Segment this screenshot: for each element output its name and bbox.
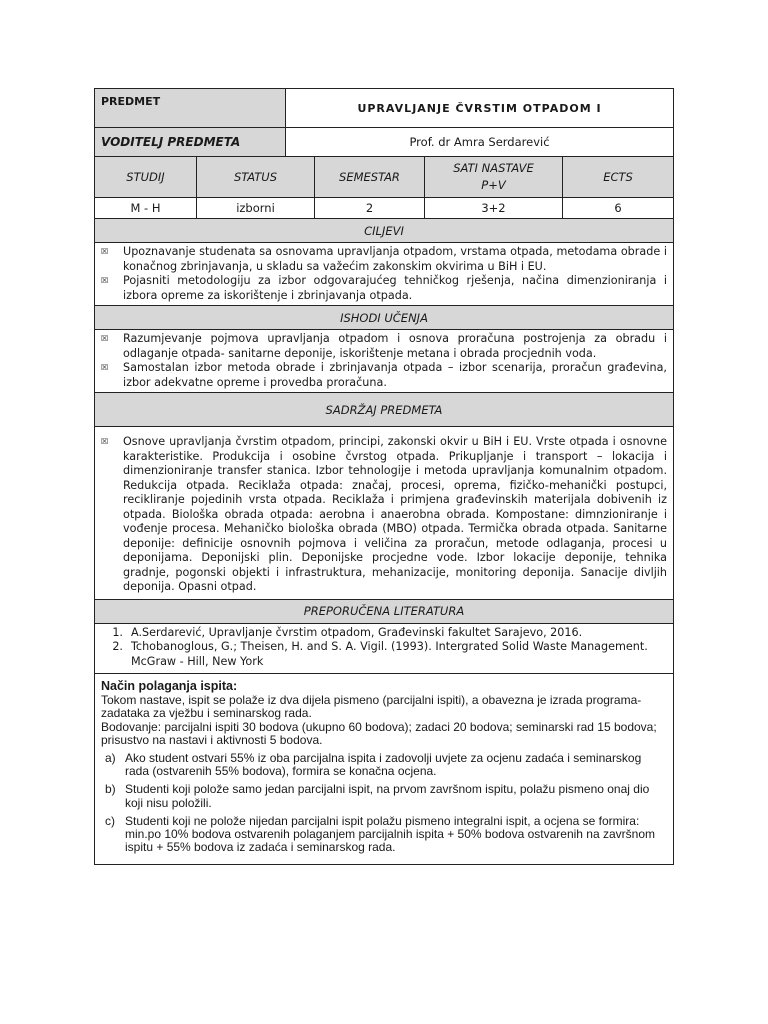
course-title-row xyxy=(95,89,673,128)
literatura-heading-row xyxy=(95,600,673,624)
checkbox-bullet-icon: ☒ xyxy=(101,276,109,285)
checkbox-bullet-icon: ☒ xyxy=(101,247,109,256)
exam-intro: Tokom nastave, ispit se polaže iz dva dijela pismeno (parcijalni ispiti), a obavezna je izrada programa- zadataka za vježbu i seminarskog rada. xyxy=(101,693,642,721)
ishodi-heading: ISHODI UČENJA xyxy=(340,310,428,325)
info-values-row xyxy=(95,198,673,219)
col-status: STATUS xyxy=(197,157,315,197)
teacher-name: Prof. dr Amra Serdarević xyxy=(409,135,550,149)
value-sati: 3+2 xyxy=(425,198,563,218)
ciljevi-content xyxy=(95,243,673,306)
exam-option-a: a) Ako student ostvari 55% iz oba parcijalna ispita i zadovolji uvjete za ocjenu zadaća i seminarskog rada (ostvarenih 55% bodova), formira se konačna ocjena. xyxy=(105,751,642,779)
checkbox-bullet-icon: ☒ xyxy=(101,437,109,446)
literatura-item: 1. A.Serdarević, Upravljanje čvrstim otpadom, Građevinski fakultet Sarajevo, 2016. xyxy=(112,625,583,639)
exam-option-b: b) Studenti koji polože samo jedan parcijalni ispit, na prvom završnom ispitu, polažu pismeno onaj dio koji nisu položili. xyxy=(105,782,650,810)
literatura-content xyxy=(95,624,673,675)
literatura-item: 2. Tchobanoglous, G.; Theisen, H. and S. A. Vigil. (1993). Intergrated Solid Waste Management. McGraw - Hill, New York xyxy=(112,640,648,668)
exam-formula: min.po 10% bodova ostvarenih polaganjem parcijalnih ispita + 50% bodova ostvarenih na završnom ispitu + 55% bodova iz zadaća i seminarskog rada. xyxy=(125,827,655,855)
ciljevi-heading: CILJEVI xyxy=(364,223,404,238)
course-syllabus-table xyxy=(94,88,674,865)
exam-option-c: c) Studenti koji ne polože nijedan parcijalni ispit polažu pismeno integralni ispit, a ocjena se formira: min.po 10% bodova ostvarenih polaganjem parcijalnih ispita + 50% bodova ostvarenih na završnom ispitu + 55% bodova iz zadaća i seminarskog rada. xyxy=(105,813,655,855)
col-sati-nastave xyxy=(425,157,563,197)
predmet-label: PREDMET xyxy=(95,89,286,127)
info-header-row xyxy=(95,157,673,198)
col-semestar: SEMESTAR xyxy=(315,157,425,197)
teacher-row xyxy=(95,128,673,157)
ishodi-content xyxy=(95,330,673,393)
sadrzaj-heading-row xyxy=(95,393,673,427)
col-pv-label: P+V xyxy=(481,178,506,192)
checkbox-bullet-icon: ☒ xyxy=(101,334,109,343)
ishodi-heading-row xyxy=(95,306,673,330)
sadrzaj-content xyxy=(95,427,673,600)
value-ects: 6 xyxy=(614,201,622,215)
col-sati-nastave-label: SATI NASTAVE xyxy=(453,161,534,175)
literatura-heading: PREPORUČENA LITERATURA xyxy=(303,604,465,618)
value-status: izborni xyxy=(197,198,315,218)
exam-points: Bodovanje: parcijalni ispiti 30 bodova (ukupno 60 bodova); zadaci 20 bodova; seminarski rad 15 bodova; prisustvo na nastavi i aktivnosti 5 bodova. xyxy=(101,719,657,747)
ciljevi-item: ☒ Upoznavanje studenata sa osnovama upravljanja otpadom, vrstama otpada, metodama obrade i konačnog zbrinjavanja, u skladu sa važećim zakonskim okvirima u BiH i EU. xyxy=(101,245,667,273)
ciljevi-item: ☒ Pojasniti metodologiju za izbor odgovarajućeg tehničkog rješenja, načina dimenzioniranja i izbora opreme za iskorištenje i zbrinjavanja otpada. xyxy=(101,274,667,302)
checkbox-bullet-icon: ☒ xyxy=(101,363,109,372)
teacher-label: VODITELJ PREDMETA xyxy=(95,128,286,156)
sadrzaj-item: ☒ Osnove upravljanja čvrstim otpadom, principi, zakonski okvir u BiH i EU. Vrste otpada i osnovne karakteristike. Produkcija i osobine čvrstog otpada. Prikupljanje i transport – lokacija i dimenzioniranje transfer stanica. Izbor tehnologije i metoda upravljanja komunalnim otpadom. Redukcija otpada. Reciklaža otpada: značaj, procesi, oprema, fizičko-mehanički postupci, recikliranje pojedinih vrsta otpada. Reciklaža i primjena građevinskih materijala dobivenih iz otpada. Biološka obrada otpada: aerobna i anaerobna obrada. Kompostane: dimnzioniranje i vođenje procesa. Mehaničko biološka obrada (MBO) otpada. Termička obrada otpada. Sanitarne deponije: definicije osnovnih pojmova i veličina za proračun, metode odlaganja, procesi u deponijama. Deponijski plin. Deponijske procjedne vode. Izbor lokacije deponije, tehnika gradnje, pogonski objekti i infrastruktura, mehanizacije, monitoring deponija. Sanacije divljih deponija. Opasni otpad. xyxy=(101,435,667,593)
ishodi-item: ☒ Samostalan izbor metoda obrade i zbrinjavanja otpada – izbor scenarija, proračun građevina, izbor adekvatne opreme i provedba proračuna. xyxy=(101,361,667,389)
exam-title: Način polaganja ispita: xyxy=(101,679,238,693)
col-studij: STUDIJ xyxy=(95,157,197,197)
sadrzaj-heading: SADRŽAJ PREDMETA xyxy=(325,402,443,417)
ishodi-item: ☒ Razumjevanje pojmova upravljanja otpadom i osnova proračuna postrojenja za obradu i odlaganje otpada- sanitarne deponije, iskorištenje metana i obrada procjednih voda. xyxy=(101,332,667,360)
value-studij: M - H xyxy=(95,198,197,218)
value-semestar: 2 xyxy=(315,198,425,218)
ciljevi-heading-row xyxy=(95,219,673,243)
exam-section xyxy=(95,674,673,864)
col-ects: ECTS xyxy=(603,169,633,184)
course-title: UPRAVLJANJE ČVRSTIM OTPADOM I xyxy=(357,101,602,115)
